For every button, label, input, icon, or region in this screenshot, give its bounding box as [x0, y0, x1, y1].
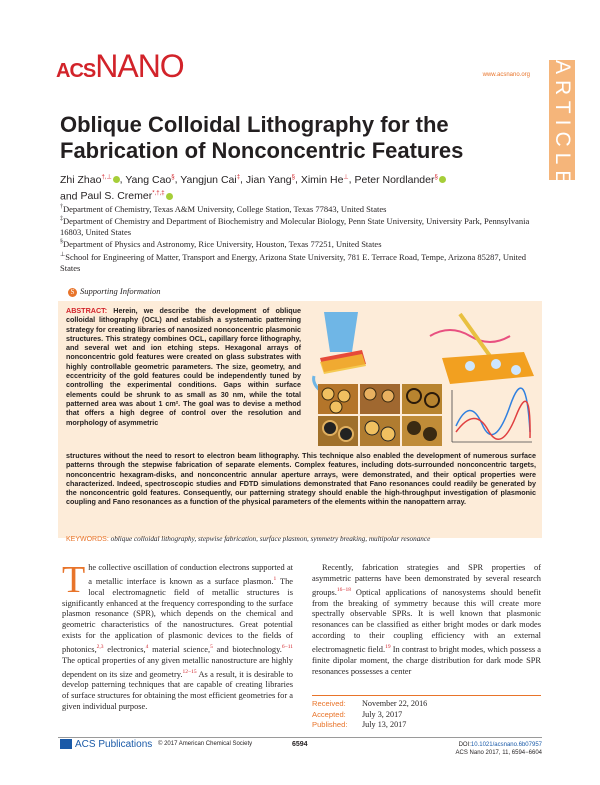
body-text: The optical properties of any given metallic nanostructure are highly dependent on its size and geometry.	[62, 655, 293, 679]
author: Ximin He⊥	[300, 173, 349, 186]
affiliation: ‡Department of Chemistry and Department of Biochemistry and Molecular Biology, Penn State University, University Park, Pennsylvania 16803, United States	[60, 215, 530, 237]
supporting-info-link[interactable]: S Supporting Information	[68, 286, 161, 297]
author: Paul S. Cremer*,†,‡	[80, 190, 172, 202]
author: Yang Cao§	[125, 173, 175, 186]
acs-publications-logo[interactable]: ACS Publications	[60, 739, 152, 750]
author: Yangjun Cai‡	[180, 173, 241, 186]
orcid-icon[interactable]	[166, 193, 173, 200]
body-text: Optical applications of nanosystems should benefit from the breaking of symmetry because this will create more spectrally observable SPRs. It is well known that plasmonic resonances can be classified as either bright modes or dark modes according to their coupling efficiency with an external electromagnetic field.	[312, 587, 541, 654]
orcid-icon[interactable]	[113, 176, 120, 183]
toc-spectrum-line	[456, 388, 530, 435]
history-published: Published: July 13, 2017	[312, 720, 407, 729]
body-column-right	[312, 563, 541, 678]
journal-logo-nano: NANO	[95, 48, 184, 84]
journal-logo	[56, 48, 184, 85]
keywords: KEYWORDS: oblique colloidal lithography, stepwise fabrication, surface plasmon, symmetry breaking, multipolar resonance	[66, 535, 431, 543]
body-text: As a result, it is desirable to develop patterning techniques that are capable of creating libraries of surface structures for obtaining the most efficient geometries for a given individual purpose.	[62, 669, 293, 712]
body-text: and biotechnology.	[212, 644, 282, 654]
journal-logo-acs: ACS	[56, 60, 96, 82]
body-text: In contrast to bright modes, which possess a finite dipolar moment, the charge distribution for dark mode SPR resonances possesses a center	[312, 644, 541, 676]
abstract-text-part2: structures without the need to resort to electron beam lithography. This technique also enabled the development of numerous surface patterns through the stepwise fabrication of separate elements. Complex features, including dots-surrounded nonconcentric targets, nonconcentric hexagram-disks, and nonconcentric annular aperture arrays, were demonstrated, and their optical properties were characterized. Indeed, spectroscopic studies and FDTD simulations demonstrated that Fano resonances could readily be generated by the nonconcentric gold features. Consequently, our patterning strategy should enable the high-throughput investigation of plasmonic coupling and Fano resonances as a function of the physical parameters of the elements within the nanopattern array.	[66, 451, 536, 507]
history-received: Received: November 22, 2016	[312, 699, 428, 708]
history-accepted: Accepted: July 3, 2017	[312, 709, 403, 719]
affiliation: †Department of Chemistry, Texas A&M University, College Station, Texas 77843, United States	[60, 203, 387, 214]
affiliation: §Department of Physics and Astronomy, Rice University, Houston, Texas 77251, United States	[60, 238, 382, 249]
toc-spectrum-line	[456, 401, 530, 439]
toc-light-beam	[460, 314, 490, 356]
footer-rule	[58, 737, 542, 738]
page-number: 6594	[292, 741, 308, 748]
reference-citation[interactable]: 12−15	[182, 668, 197, 675]
author: Zhi Zhao†,⊥	[60, 174, 120, 186]
reference-citation[interactable]: 2,3	[96, 644, 104, 651]
body-text: material science,	[148, 644, 211, 654]
body-column-left	[62, 559, 293, 713]
reference-citation[interactable]: 1	[273, 575, 277, 582]
toc-graphic	[310, 306, 538, 448]
reference-citation[interactable]: 19	[385, 644, 391, 651]
author: Peter Nordlander§	[355, 174, 446, 186]
footer-citation: DOI:10.1021/acsnano.6b07957 ACS Nano 2017, 11, 6594−6604	[455, 742, 542, 756]
body-text: electronics,	[103, 644, 146, 654]
toc-mask-shape	[324, 312, 358, 352]
drop-cap: T	[62, 559, 86, 601]
supporting-info-icon: S	[68, 288, 77, 297]
body-text: The local electromagnetic field of metallic structures is significantly enhanced at the frequency corresponding to the surface plasmon resonance (SPR), which depends on the chemical and geometric characteristics of the nanostructures. Great potential exists for the application of plasmonic devices to the fields of photonics,	[62, 576, 293, 654]
section-tab: ARTICLE	[551, 60, 574, 191]
article-history	[312, 695, 541, 731]
affiliation: ⊥School for Engineering of Matter, Transport and Energy, Arizona State University, 781 E. Terrace Road, Tempe, Arizona 85287, United States	[60, 251, 526, 273]
reference-citation[interactable]: 16−18	[336, 586, 352, 593]
author-list: Zhi Zhao†,⊥ , Yang Cao§, Yangjun Cai‡, Jian Yang§, Ximin He⊥, Peter Nordlander§ and Paul S. Cremer*,†,‡	[60, 170, 520, 203]
acs-publications-icon	[60, 739, 72, 749]
paper-title: Oblique Colloidal Lithography for the Fabrication of Nonconcentric Features	[60, 112, 464, 163]
reference-citation[interactable]: 4	[145, 644, 149, 651]
doi-link[interactable]: 10.1021/acsnano.6b07957	[470, 742, 542, 748]
reference-citation[interactable]: 6−11	[281, 644, 293, 651]
abstract-text-part1: ABSTRACT: Herein, we describe the development of oblique colloidal lithography (OCL) and establish a systematic patterning strategy for creating libraries of nanosized nonconcentric plasmonic structures. This strategy combines OCL, capillary force lithography, and several wet and ion etching steps. Hexagonal arrays of nonconcentric gold features were created on glass substrates with highly controllable geometric parameters. The size, geometry, and eccentricity of the gold features could be independently tuned by controlling the experimental conditions. Gaps within surface elements could be shrunk to as small as 30 nm, while the total patterned area was about 1 cm². The goal was to devise a method that offers a high degree of control over the resolution and morphology of asymmetric	[66, 306, 302, 427]
journal-url[interactable]: www.acsnano.org	[482, 72, 530, 78]
toc-light-wave	[430, 330, 510, 342]
author-connector: and	[60, 190, 78, 202]
author: Jian Yang§	[245, 173, 295, 186]
body-text: he collective oscillation of conduction electrons supported at a metallic interface is known as a surface plasmon.	[88, 563, 293, 586]
copyright: © 2017 American Chemical Society	[158, 741, 253, 747]
reference-citation[interactable]: 5	[210, 644, 213, 651]
body-text: Recently, fabrication strategies and SPR properties of asymmetric patterns have been demonstrated by several research groups.	[312, 563, 541, 597]
orcid-icon[interactable]	[439, 176, 446, 183]
